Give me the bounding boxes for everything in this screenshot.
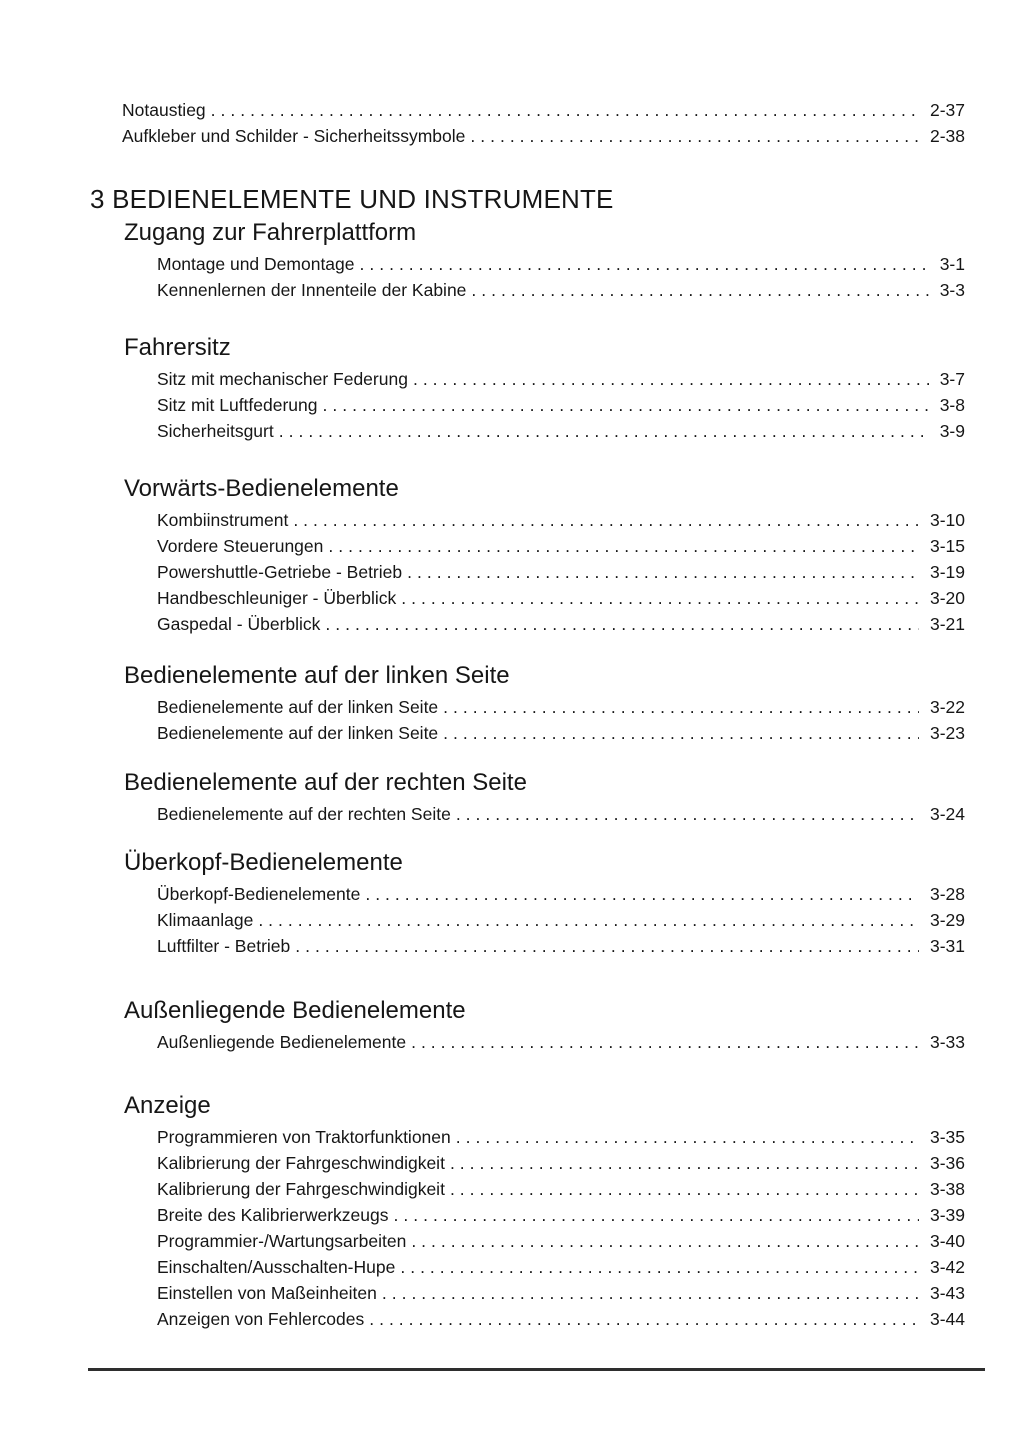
toc-entry-page: 3-15 (929, 536, 965, 556)
toc-entry (157, 392, 965, 418)
toc-section (90, 218, 965, 303)
section-entry-list (157, 881, 965, 959)
toc-entry (157, 251, 965, 277)
dot-leader (369, 1306, 919, 1332)
section-title: Anzeige (124, 1092, 211, 1119)
section-entry-list (157, 1124, 965, 1332)
toc-entry (157, 277, 965, 303)
toc-entry-label: Bedienelemente auf der linken Seite (157, 723, 439, 743)
toc-entry-page: 3-22 (929, 697, 965, 717)
toc-entry (157, 418, 965, 444)
continuation-entries (122, 97, 965, 149)
toc-section (90, 1091, 965, 1332)
toc-entry (157, 533, 965, 559)
dot-leader (450, 1150, 919, 1176)
toc-section (90, 474, 965, 637)
toc-entry (157, 694, 965, 720)
toc-entry (157, 1029, 965, 1055)
toc-entry-page: 3-3 (939, 280, 965, 300)
chapter-title: 3 BEDIENELEMENTE UND INSTRUMENTE (90, 184, 614, 214)
section-title: Zugang zur Fahrerplattform (124, 219, 417, 246)
toc-entry-page: 3-24 (929, 804, 965, 824)
toc-entry-label: Außenliegende Bedienelemente (157, 1032, 407, 1052)
dot-leader (325, 611, 919, 637)
toc-entry (157, 881, 965, 907)
toc-entry-page: 2-37 (929, 100, 965, 120)
toc-entry (157, 1254, 965, 1280)
toc-entry-label: Kennenlernen der Innenteile der Kabine (157, 280, 467, 300)
toc-entry-page: 3-35 (929, 1127, 965, 1147)
toc-entry-label: Einstellen von Maßeinheiten (157, 1283, 377, 1303)
toc-entry-label: Breite des Kalibrierwerkzeugs (157, 1205, 389, 1225)
toc-entry-label: Vordere Steuerungen (157, 536, 324, 556)
toc-entry-page: 3-39 (929, 1205, 965, 1225)
toc-entry-label: Bedienelemente auf der rechten Seite (157, 804, 451, 824)
dot-leader (394, 1202, 919, 1228)
toc-entry-page: 3-29 (929, 910, 965, 930)
section-entry-list (157, 801, 965, 827)
dot-leader (328, 533, 919, 559)
toc-entry-label: Kombiinstrument (157, 510, 289, 530)
toc-section (90, 768, 965, 827)
toc-entry-page: 3-44 (929, 1309, 965, 1329)
toc-entry (122, 123, 965, 149)
toc-entry-page: 3-8 (939, 395, 965, 415)
toc-entry (157, 720, 965, 746)
toc-entry-label: Sitz mit mechanischer Federung (157, 369, 408, 389)
toc-entry-label: Kalibrierung der Fahrgeschwindigkeit (157, 1179, 445, 1199)
toc-entry (157, 907, 965, 933)
dot-leader (413, 366, 929, 392)
toc-entry (157, 611, 965, 637)
section-entry-list (157, 366, 965, 444)
section-title: Vorwärts-Bedienelemente (124, 475, 399, 502)
toc-entry-label: Programmieren von Traktorfunktionen (157, 1127, 451, 1147)
toc-entry-label: Notaustieg (122, 100, 206, 120)
section-title: Bedienelemente auf der rechten Seite (124, 769, 527, 796)
dot-leader (407, 559, 919, 585)
toc-entry-label: Anzeigen von Fehlercodes (157, 1309, 365, 1329)
toc-entry (157, 1150, 965, 1176)
footer-rule (88, 1368, 985, 1371)
toc-section (90, 333, 965, 444)
dot-leader (365, 881, 919, 907)
toc-entry-label: Einschalten/Ausschalten-Hupe (157, 1257, 396, 1277)
toc-entry-page: 3-1 (939, 254, 965, 274)
toc-section (90, 996, 965, 1055)
dot-leader (382, 1280, 919, 1306)
toc-entry-page: 2-38 (929, 126, 965, 146)
dot-leader (293, 507, 919, 533)
toc-entry (157, 507, 965, 533)
toc-entry-label: Programmier-/Wartungsarbeiten (157, 1231, 407, 1251)
toc-entry (157, 559, 965, 585)
section-entry-list (157, 694, 965, 746)
toc-entry-page: 3-9 (939, 421, 965, 441)
toc-entry (157, 1176, 965, 1202)
toc-entry-page: 3-38 (929, 1179, 965, 1199)
toc-entry-page: 3-33 (929, 1032, 965, 1052)
toc-entry-label: Handbeschleuniger - Überblick (157, 588, 397, 608)
toc-entry-page: 3-20 (929, 588, 965, 608)
toc-entry (157, 1228, 965, 1254)
dot-leader (400, 1254, 919, 1280)
toc-entry (157, 585, 965, 611)
toc-entry-label: Montage und Demontage (157, 254, 355, 274)
toc-entry-label: Kalibrierung der Fahrgeschwindigkeit (157, 1153, 445, 1173)
section-entry-list (157, 507, 965, 637)
section-title: Bedienelemente auf der linken Seite (124, 662, 510, 689)
toc-entry (157, 1202, 965, 1228)
dot-leader (279, 418, 929, 444)
dot-leader (211, 97, 919, 123)
toc-entry-page: 3-40 (929, 1231, 965, 1251)
dot-leader (295, 933, 919, 959)
section-entry-list (157, 251, 965, 303)
toc-entry-label: Gaspedal - Überblick (157, 614, 321, 634)
toc-entry (122, 97, 965, 123)
toc-entry-label: Sicherheitsgurt (157, 421, 274, 441)
section-entry-list (157, 1029, 965, 1055)
toc-entry-page: 3-21 (929, 614, 965, 634)
toc-entry (157, 801, 965, 827)
toc-section (90, 848, 965, 959)
toc-entry-page: 3-10 (929, 510, 965, 530)
section-title: Überkopf-Bedienelemente (124, 849, 403, 876)
toc-section (90, 661, 965, 746)
toc-entry-label: Klimaanlage (157, 910, 254, 930)
dot-leader (323, 392, 929, 418)
toc-entry-label: Aufkleber und Schilder - Sicherheitssymbole (122, 126, 466, 146)
toc-entry (157, 1306, 965, 1332)
toc-entry-page: 3-31 (929, 936, 965, 956)
toc-entry-label: Sitz mit Luftfederung (157, 395, 318, 415)
toc-entry (157, 1124, 965, 1150)
dot-leader (456, 801, 919, 827)
toc-entry (157, 366, 965, 392)
section-list (90, 218, 965, 1332)
dot-leader (471, 277, 928, 303)
toc-entry-page: 3-43 (929, 1283, 965, 1303)
toc-entry-label: Luftfilter - Betrieb (157, 936, 291, 956)
toc-entry-page: 3-19 (929, 562, 965, 582)
dot-leader (258, 907, 919, 933)
dot-leader (401, 585, 919, 611)
toc-entry-label: Powershuttle-Getriebe - Betrieb (157, 562, 403, 582)
dot-leader (411, 1228, 919, 1254)
dot-leader (443, 694, 919, 720)
dot-leader (456, 1124, 919, 1150)
toc-entry-page: 3-28 (929, 884, 965, 904)
toc-entry-page: 3-23 (929, 723, 965, 743)
dot-leader (411, 1029, 919, 1055)
toc-entry-page: 3-36 (929, 1153, 965, 1173)
toc-entry-page: 3-7 (939, 369, 965, 389)
dot-leader (443, 720, 919, 746)
toc-entry-page: 3-42 (929, 1257, 965, 1277)
section-title: Außenliegende Bedienelemente (124, 997, 466, 1024)
dot-leader (470, 123, 919, 149)
section-title: Fahrersitz (124, 334, 231, 361)
toc-entry-label: Bedienelemente auf der linken Seite (157, 697, 439, 717)
toc-entry-label: Überkopf-Bedienelemente (157, 884, 361, 904)
dot-leader (450, 1176, 919, 1202)
toc-content (90, 97, 965, 1332)
toc-entry (157, 1280, 965, 1306)
dot-leader (360, 251, 929, 277)
toc-entry (157, 933, 965, 959)
